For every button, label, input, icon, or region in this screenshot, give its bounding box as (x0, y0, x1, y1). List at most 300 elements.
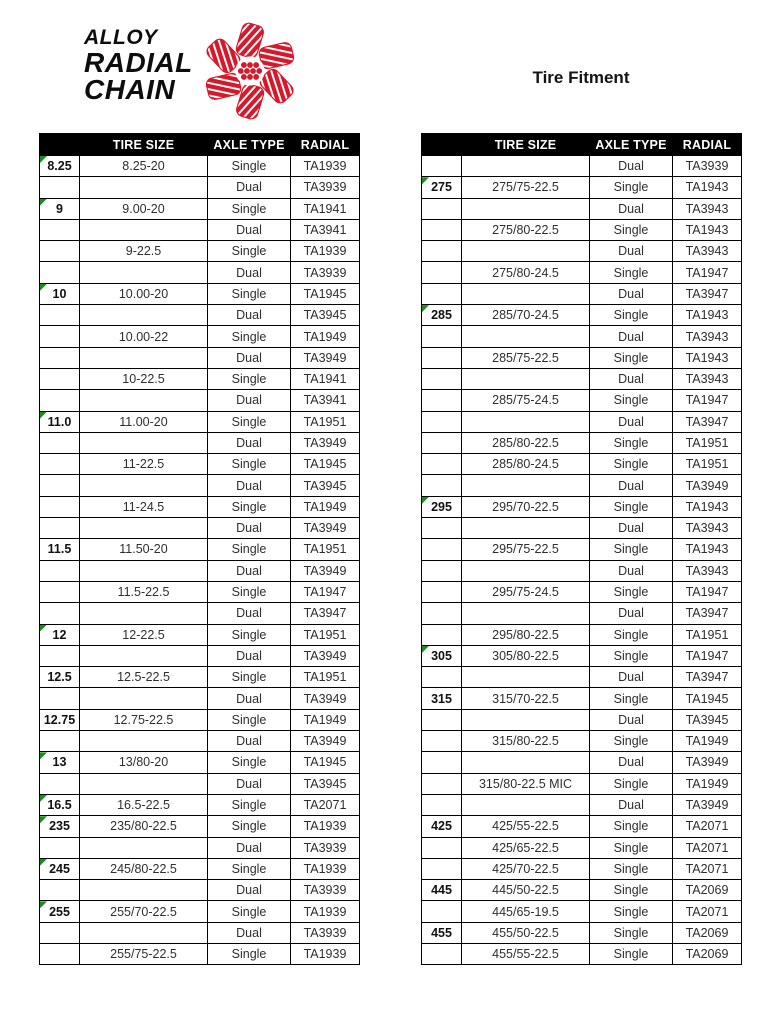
axle-type-cell: Dual (590, 560, 673, 581)
table-row (422, 645, 742, 666)
table-row (40, 411, 360, 432)
table-row (422, 305, 742, 326)
radial-cell: TA1947 (673, 645, 742, 666)
tire-size-cell: 305/80-22.5 (462, 645, 590, 666)
group-cell (422, 156, 462, 177)
radial-cell: TA1945 (673, 688, 742, 709)
group-cell: 295 (422, 496, 462, 517)
tire-size-cell: 425/65-22.5 (462, 837, 590, 858)
axle-type-cell: Dual (208, 305, 291, 326)
tire-size-cell: 445/65-19.5 (462, 901, 590, 922)
group-cell (422, 518, 462, 539)
tire-size-cell (80, 560, 208, 581)
axle-type-cell: Dual (590, 411, 673, 432)
table-row (40, 177, 360, 198)
group-cell (422, 709, 462, 730)
radial-cell: TA3945 (291, 475, 360, 496)
header-group-blank (422, 134, 462, 156)
group-cell: 455 (422, 922, 462, 943)
tire-size-cell (80, 262, 208, 283)
axle-type-cell: Dual (590, 667, 673, 688)
radial-cell: TA3949 (291, 688, 360, 709)
group-cell (422, 752, 462, 773)
tire-size-cell: 235/80-22.5 (80, 816, 208, 837)
axle-type-cell: Single (590, 688, 673, 709)
header-radial: RADIAL (291, 134, 360, 156)
axle-type-cell: Dual (590, 709, 673, 730)
radial-cell: TA3945 (291, 305, 360, 326)
table-row (422, 219, 742, 240)
tire-size-cell: 425/70-22.5 (462, 858, 590, 879)
tire-size-cell: 315/80-22.5 (462, 731, 590, 752)
radial-cell: TA1951 (673, 432, 742, 453)
group-cell: 12.75 (40, 709, 80, 730)
radial-cell: TA3949 (673, 794, 742, 815)
group-cell: 255 (40, 901, 80, 922)
table-row (422, 901, 742, 922)
tire-size-cell (80, 219, 208, 240)
page-title: Tire Fitment (532, 68, 630, 87)
table-row (40, 432, 360, 453)
table-row (40, 773, 360, 794)
tire-size-cell (80, 645, 208, 666)
tire-size-cell: 10-22.5 (80, 368, 208, 389)
tire-size-cell: 445/50-22.5 (462, 880, 590, 901)
table-row (422, 731, 742, 752)
tire-size-cell (462, 518, 590, 539)
tire-size-cell: 295/75-22.5 (462, 539, 590, 560)
radial-cell: TA3941 (291, 219, 360, 240)
table-row (40, 262, 360, 283)
group-cell: 11.5 (40, 539, 80, 560)
group-cell (422, 241, 462, 262)
axle-type-cell: Single (590, 262, 673, 283)
group-cell (40, 645, 80, 666)
group-cell (40, 731, 80, 752)
group-cell (422, 901, 462, 922)
table-row (422, 880, 742, 901)
tire-size-cell: 295/80-22.5 (462, 624, 590, 645)
radial-cell: TA3943 (673, 368, 742, 389)
tire-size-cell: 12.5-22.5 (80, 667, 208, 688)
tire-size-cell: 11.00-20 (80, 411, 208, 432)
axle-type-cell: Dual (208, 177, 291, 198)
axle-type-cell: Single (208, 411, 291, 432)
tire-size-cell: 11.50-20 (80, 539, 208, 560)
group-cell (422, 283, 462, 304)
chain-snowflake-icon (203, 22, 297, 120)
group-cell (40, 560, 80, 581)
tire-size-cell: 285/75-22.5 (462, 347, 590, 368)
tire-size-cell (80, 347, 208, 368)
table-row (422, 858, 742, 879)
axle-type-cell: Dual (208, 432, 291, 453)
radial-cell: TA1947 (673, 390, 742, 411)
group-cell: 13 (40, 752, 80, 773)
radial-cell: TA3949 (291, 518, 360, 539)
radial-cell: TA1939 (291, 241, 360, 262)
tire-size-cell (462, 283, 590, 304)
group-cell (40, 454, 80, 475)
axle-type-cell: Single (590, 816, 673, 837)
tire-size-cell (80, 773, 208, 794)
table-row (422, 794, 742, 815)
radial-cell: TA3947 (673, 667, 742, 688)
radial-cell: TA3939 (673, 156, 742, 177)
tire-size-cell (462, 326, 590, 347)
axle-type-cell: Dual (590, 368, 673, 389)
radial-cell: TA1943 (673, 496, 742, 517)
table-row (422, 624, 742, 645)
group-cell (40, 219, 80, 240)
table-header-row (40, 134, 360, 156)
table-row (40, 241, 360, 262)
radial-cell: TA1949 (291, 326, 360, 347)
group-cell (40, 603, 80, 624)
radial-cell: TA1943 (673, 347, 742, 368)
table-row (40, 326, 360, 347)
table-row (40, 305, 360, 326)
axle-type-cell: Single (590, 837, 673, 858)
tire-size-cell: 11-24.5 (80, 496, 208, 517)
axle-type-cell: Single (590, 177, 673, 198)
logo (84, 28, 297, 120)
axle-type-cell: Dual (590, 794, 673, 815)
axle-type-cell: Single (590, 645, 673, 666)
group-cell (422, 219, 462, 240)
header-group-blank (40, 134, 80, 156)
table-row (422, 390, 742, 411)
table-row (40, 347, 360, 368)
axle-type-cell: Single (590, 496, 673, 517)
group-cell (422, 347, 462, 368)
group-cell (40, 390, 80, 411)
table-row (422, 262, 742, 283)
tire-size-cell: 9.00-20 (80, 198, 208, 219)
table-row (40, 454, 360, 475)
axle-type-cell: Single (208, 326, 291, 347)
table-row (422, 411, 742, 432)
group-cell: 305 (422, 645, 462, 666)
axle-type-cell: Single (208, 816, 291, 837)
table-row (40, 219, 360, 240)
table-row (40, 752, 360, 773)
logo-wordmark (84, 26, 193, 106)
tire-size-cell (80, 731, 208, 752)
table-header-row (422, 134, 742, 156)
radial-cell: TA1939 (291, 858, 360, 879)
tire-size-cell (462, 368, 590, 389)
radial-cell: TA1945 (291, 283, 360, 304)
radial-cell: TA1947 (291, 581, 360, 602)
axle-type-cell: Single (590, 432, 673, 453)
axle-type-cell: Dual (208, 837, 291, 858)
group-cell (422, 624, 462, 645)
group-cell (40, 773, 80, 794)
group-cell: 425 (422, 816, 462, 837)
radial-cell: TA3949 (291, 347, 360, 368)
radial-cell: TA2071 (673, 816, 742, 837)
tire-size-cell (80, 475, 208, 496)
group-cell (40, 837, 80, 858)
axle-type-cell: Dual (208, 560, 291, 581)
table-row (40, 943, 360, 964)
tire-fitment-table-right (421, 133, 742, 965)
axle-type-cell: Dual (208, 880, 291, 901)
table-row (40, 901, 360, 922)
group-cell (422, 390, 462, 411)
axle-type-cell: Dual (208, 475, 291, 496)
group-cell: 8.25 (40, 156, 80, 177)
radial-cell: TA3949 (673, 475, 742, 496)
tire-size-cell: 285/70-24.5 (462, 305, 590, 326)
tire-size-cell (462, 241, 590, 262)
table-row (40, 688, 360, 709)
header-axle-type: AXLE TYPE (208, 134, 291, 156)
tire-size-cell (80, 518, 208, 539)
radial-cell: TA2071 (673, 858, 742, 879)
header-tire-size: TIRE SIZE (80, 134, 208, 156)
radial-cell: TA3939 (291, 262, 360, 283)
table-row (422, 156, 742, 177)
group-cell (40, 475, 80, 496)
tire-size-cell: 16.5-22.5 (80, 794, 208, 815)
tire-size-cell: 9-22.5 (80, 241, 208, 262)
radial-cell: TA1949 (291, 496, 360, 517)
tire-size-cell: 315/80-22.5 MIC (462, 773, 590, 794)
tire-size-cell (462, 709, 590, 730)
table-row (40, 624, 360, 645)
radial-cell: TA3947 (673, 283, 742, 304)
tire-fitment-table-left (39, 133, 360, 965)
tire-size-cell: 13/80-20 (80, 752, 208, 773)
group-cell (422, 368, 462, 389)
axle-type-cell: Dual (208, 731, 291, 752)
tire-size-cell: 455/50-22.5 (462, 922, 590, 943)
axle-type-cell: Single (208, 156, 291, 177)
axle-type-cell: Dual (208, 922, 291, 943)
table-row (422, 837, 742, 858)
radial-cell: TA1951 (291, 411, 360, 432)
tire-size-cell: 255/75-22.5 (80, 943, 208, 964)
group-cell: 275 (422, 177, 462, 198)
axle-type-cell: Single (208, 368, 291, 389)
tire-size-cell (80, 880, 208, 901)
tire-size-cell (80, 603, 208, 624)
radial-cell: TA3947 (673, 603, 742, 624)
axle-type-cell: Single (590, 219, 673, 240)
group-cell: 9 (40, 198, 80, 219)
radial-cell: TA3947 (673, 411, 742, 432)
axle-type-cell: Single (590, 773, 673, 794)
radial-cell: TA3939 (291, 880, 360, 901)
group-cell (40, 496, 80, 517)
radial-cell: TA1951 (291, 539, 360, 560)
group-cell (40, 347, 80, 368)
radial-cell: TA2071 (673, 901, 742, 922)
table-row (40, 837, 360, 858)
radial-cell: TA3939 (291, 922, 360, 943)
table-row (422, 518, 742, 539)
group-cell: 245 (40, 858, 80, 879)
group-cell (422, 560, 462, 581)
group-cell: 16.5 (40, 794, 80, 815)
axle-type-cell: Single (590, 305, 673, 326)
group-cell: 235 (40, 816, 80, 837)
axle-type-cell: Single (590, 390, 673, 411)
radial-cell: TA1941 (291, 198, 360, 219)
radial-cell: TA1949 (291, 709, 360, 730)
table-row (422, 816, 742, 837)
table-row (422, 496, 742, 517)
table-row (422, 667, 742, 688)
table-row (40, 475, 360, 496)
group-cell (40, 880, 80, 901)
radial-cell: TA1939 (291, 901, 360, 922)
tire-size-cell (80, 837, 208, 858)
radial-cell: TA1951 (291, 667, 360, 688)
tire-size-cell (462, 411, 590, 432)
radial-cell: TA3949 (291, 560, 360, 581)
radial-cell: TA3949 (291, 731, 360, 752)
group-cell (40, 922, 80, 943)
axle-type-cell: Dual (208, 219, 291, 240)
header-tire-size: TIRE SIZE (462, 134, 590, 156)
group-cell (422, 411, 462, 432)
tire-size-cell (80, 177, 208, 198)
table-row (40, 368, 360, 389)
tire-size-cell (462, 752, 590, 773)
group-cell: 285 (422, 305, 462, 326)
radial-cell: TA3943 (673, 241, 742, 262)
radial-cell: TA1951 (673, 624, 742, 645)
tire-size-cell: 295/75-24.5 (462, 581, 590, 602)
radial-cell: TA1939 (291, 156, 360, 177)
table-row (422, 709, 742, 730)
table-row (40, 560, 360, 581)
tire-size-cell (80, 432, 208, 453)
axle-type-cell: Single (208, 667, 291, 688)
group-cell (40, 326, 80, 347)
tire-size-cell: 425/55-22.5 (462, 816, 590, 837)
radial-cell: TA1951 (291, 624, 360, 645)
table-row (40, 603, 360, 624)
axle-type-cell: Dual (590, 241, 673, 262)
axle-type-cell: Dual (208, 603, 291, 624)
table-row (422, 326, 742, 347)
radial-cell: TA3943 (673, 560, 742, 581)
radial-cell: TA1947 (673, 262, 742, 283)
radial-cell: TA3949 (673, 752, 742, 773)
group-cell (422, 539, 462, 560)
axle-type-cell: Dual (208, 347, 291, 368)
tire-size-cell: 10.00-22 (80, 326, 208, 347)
table-row (40, 283, 360, 304)
axle-type-cell: Single (208, 624, 291, 645)
radial-cell: TA3949 (291, 645, 360, 666)
axle-type-cell: Single (590, 901, 673, 922)
table-row (422, 922, 742, 943)
axle-type-cell: Single (590, 858, 673, 879)
radial-cell: TA3945 (291, 773, 360, 794)
tire-size-cell: 245/80-22.5 (80, 858, 208, 879)
group-cell: 12.5 (40, 667, 80, 688)
radial-cell: TA3945 (673, 709, 742, 730)
radial-cell: TA1949 (673, 773, 742, 794)
group-cell (40, 368, 80, 389)
axle-type-cell: Single (590, 922, 673, 943)
group-cell (40, 241, 80, 262)
axle-type-cell: Dual (590, 156, 673, 177)
tire-size-cell: 11.5-22.5 (80, 581, 208, 602)
radial-cell: TA3947 (291, 603, 360, 624)
header-axle-type: AXLE TYPE (590, 134, 673, 156)
group-cell (422, 262, 462, 283)
group-cell (422, 858, 462, 879)
logo-word-alloy: ALLOY (84, 26, 158, 49)
table-row (422, 539, 742, 560)
tire-size-cell: 275/80-24.5 (462, 262, 590, 283)
axle-type-cell: Single (208, 539, 291, 560)
table-row (422, 283, 742, 304)
axle-type-cell: Dual (208, 518, 291, 539)
group-cell (422, 326, 462, 347)
group-cell (40, 943, 80, 964)
table-row (40, 581, 360, 602)
table-row (40, 709, 360, 730)
axle-type-cell: Dual (590, 475, 673, 496)
axle-type-cell: Dual (208, 645, 291, 666)
radial-cell: TA2069 (673, 880, 742, 901)
group-cell (40, 177, 80, 198)
axle-type-cell: Single (208, 901, 291, 922)
table-row (40, 816, 360, 837)
tire-size-cell: 12-22.5 (80, 624, 208, 645)
table-row (422, 603, 742, 624)
group-cell (40, 262, 80, 283)
group-cell: 11.0 (40, 411, 80, 432)
table-row (422, 368, 742, 389)
tire-size-cell (462, 667, 590, 688)
axle-type-cell: Single (208, 198, 291, 219)
tire-size-cell: 11-22.5 (80, 454, 208, 475)
tire-size-cell (80, 922, 208, 943)
tire-size-cell (80, 390, 208, 411)
radial-cell: TA1943 (673, 219, 742, 240)
tire-size-cell: 275/80-22.5 (462, 219, 590, 240)
header-radial: RADIAL (673, 134, 742, 156)
tire-size-cell (462, 794, 590, 815)
axle-type-cell: Single (208, 794, 291, 815)
table-row (422, 177, 742, 198)
radial-cell: TA1939 (291, 943, 360, 964)
table-row (40, 922, 360, 943)
axle-type-cell: Dual (590, 326, 673, 347)
table-row (422, 347, 742, 368)
logo-word-radial: RADIAL (84, 46, 193, 78)
axle-type-cell: Dual (208, 390, 291, 411)
tire-size-cell (462, 475, 590, 496)
axle-type-cell: Single (590, 880, 673, 901)
axle-type-cell: Single (208, 283, 291, 304)
tire-size-cell: 455/55-22.5 (462, 943, 590, 964)
table-row (422, 454, 742, 475)
group-cell (40, 688, 80, 709)
group-cell (422, 794, 462, 815)
group-cell (422, 454, 462, 475)
radial-cell: TA2069 (673, 943, 742, 964)
axle-type-cell: Dual (590, 752, 673, 773)
